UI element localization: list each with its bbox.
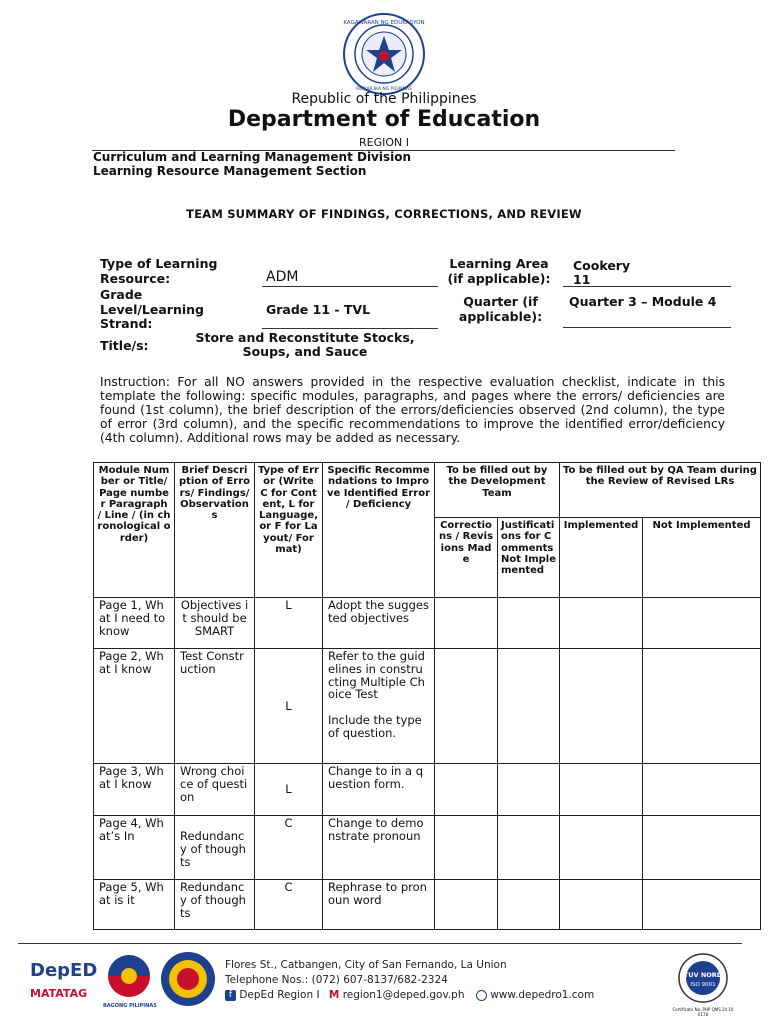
cell-module: Page 2, What I know <box>94 649 175 764</box>
footer-divider <box>18 943 742 944</box>
cell-implemented[interactable] <box>560 598 643 649</box>
col-specific: Specific Recommendations to Improve Identified Error / Deficiency <box>323 463 435 598</box>
email-link[interactable]: region1@deped.gov.ph <box>342 989 465 1001</box>
cell-recommendation: Change to in a question form. <box>323 764 435 816</box>
deped-logo-text: DepED <box>30 960 98 981</box>
deped-matatag-logo <box>30 955 98 1013</box>
cell-brief: Redundancy of thoughts <box>175 880 255 930</box>
type-value: ADM <box>262 269 438 287</box>
col-brief: Brief Description of Errors/ Findings/ Observations <box>175 463 255 598</box>
republic-heading: Republic of the Philippines <box>291 91 477 107</box>
cell-justifications[interactable] <box>498 816 560 880</box>
bagong-text: BAGONG PILIPINAS <box>103 1003 157 1009</box>
cell-not-implemented[interactable] <box>643 880 761 930</box>
grade-label: Grade Level/Learning Strand: <box>100 287 204 331</box>
findings-table <box>93 462 761 930</box>
seal-text-top: KAGAWARAN NG EDUKASYON <box>343 20 425 26</box>
table-row <box>94 649 761 764</box>
area-label: Learning Area (if applicable): <box>447 256 551 286</box>
area-value: Cookery 11 <box>563 259 731 287</box>
cell-corrections[interactable] <box>435 764 498 816</box>
region-seal-logo <box>160 951 216 1007</box>
cell-corrections[interactable] <box>435 816 498 880</box>
cell-not-implemented[interactable] <box>643 764 761 816</box>
col-not-implemented: Not Implemented <box>643 518 761 598</box>
cell-implemented[interactable] <box>560 764 643 816</box>
facebook-icon: f <box>225 990 236 1001</box>
cell-corrections[interactable] <box>435 598 498 649</box>
cell-corrections[interactable] <box>435 649 498 764</box>
table-row <box>94 598 761 649</box>
quarter-value: Quarter 3 – Module 4 <box>563 295 731 328</box>
cell-module: Page 3, What I know <box>94 764 175 816</box>
cell-not-implemented[interactable] <box>643 649 761 764</box>
cell-justifications[interactable] <box>498 764 560 816</box>
section-heading: Learning Resource Management Section <box>93 164 367 178</box>
cell-type: L <box>255 764 323 816</box>
cert-text: TUV NORD <box>683 971 723 979</box>
recommendation-line-2: Include the type of question. <box>328 713 422 740</box>
facebook-link[interactable]: DepEd Region I <box>239 989 320 1001</box>
footer-contact <box>225 958 594 1003</box>
cell-module: Page 5, What is it <box>94 880 175 930</box>
recommendation-line-1: Refer to the guidelines in constructing Multiple Choice Test <box>328 649 425 702</box>
cert-caption: Certificate No. PHP QMS 24 10 0178 <box>672 1007 734 1017</box>
grade-value: Grade 11 - TVL <box>262 302 438 329</box>
footer-telephone: Telephone Nos.: (072) 607-8137/682-2324 <box>225 974 448 986</box>
division-heading: Curriculum and Learning Management Division <box>93 150 412 164</box>
globe-icon <box>476 990 487 1001</box>
quarter-label: Quarter (if applicable): <box>458 294 543 324</box>
col-dev-team: To be filled out by the Development Team <box>435 463 560 518</box>
cell-justifications[interactable] <box>498 880 560 930</box>
col-corrections: Corrections / Revisions Made <box>435 518 498 598</box>
title-label: Title/s: <box>100 338 149 353</box>
footer-address: Flores St., Catbangen, City of San Fernando, La Union <box>225 959 507 971</box>
cell-brief: Objectives it should be SMART <box>175 598 255 649</box>
table-row <box>94 764 761 816</box>
type-label: Type of Learning Resource: <box>100 256 218 286</box>
cell-brief: Test Construction <box>175 649 255 764</box>
col-module: Module Number or Title/ Page number Paragraph / Line / (in chronological order) <box>94 463 175 598</box>
cell-not-implemented[interactable] <box>643 816 761 880</box>
cell-implemented[interactable] <box>560 649 643 764</box>
instruction-text: Instruction: For all NO answers provided in the respective evaluation checklist, indicate in this template the following: specific modules, paragraphs, and pages where the errors/ deficiencies are found (1st column), the brief description of the errors/deficiencies observed (2nd column), the type of error (3rd column), and the specific recommendations to improve the identified error/deficiency (4th column). Additional rows may be added as necessary. <box>100 375 725 445</box>
cell-type: C <box>255 816 323 880</box>
website-link[interactable]: www.depedro1.com <box>490 989 595 1001</box>
iso-certification-logo <box>672 953 734 1017</box>
region-heading: REGION I <box>359 136 409 149</box>
cell-corrections[interactable] <box>435 880 498 930</box>
cell-recommendation: Adopt the suggested objectives <box>323 598 435 649</box>
footer-links <box>225 988 594 1003</box>
cell-brief: Redundancy of thoughts <box>175 816 255 880</box>
cell-module: Page 4, What’s In <box>94 816 175 880</box>
cell-type: C <box>255 880 323 930</box>
deped-seal <box>342 12 426 96</box>
department-heading: Department of Education <box>227 107 541 132</box>
email-icon: M <box>328 989 340 1001</box>
cell-justifications[interactable] <box>498 649 560 764</box>
cell-justifications[interactable] <box>498 598 560 649</box>
bagong-pilipinas-logo <box>103 953 155 1013</box>
cell-recommendation <box>323 649 435 764</box>
cell-recommendation: Change to demonstrate pronoun <box>323 816 435 880</box>
cell-implemented[interactable] <box>560 880 643 930</box>
col-qa-team: To be filled out by QA Team during the Review of Revised LRs <box>560 463 761 518</box>
title-value: Store and Reconstitute Stocks, Soups, and Sauce <box>195 330 415 359</box>
cell-type: L <box>255 649 323 764</box>
cell-brief: Wrong choice of question <box>175 764 255 816</box>
cell-type: L <box>255 598 323 649</box>
matatag-text: MATATAG <box>30 987 88 1000</box>
cell-module: Page 1, What I need to know <box>94 598 175 649</box>
col-type: Type of Error (Write C for Content, L for Language, or F for Layout/ Format) <box>255 463 323 598</box>
cert-sub: ISO 9001 <box>690 982 716 988</box>
cell-not-implemented[interactable] <box>643 598 761 649</box>
seal-text-bottom: REPUBLIKA NG PILIPINAS <box>356 87 412 92</box>
col-implemented: Implemented <box>560 518 643 598</box>
table-row <box>94 816 761 880</box>
document-title: TEAM SUMMARY OF FINDINGS, CORRECTIONS, AND REVIEW <box>186 207 582 221</box>
cell-implemented[interactable] <box>560 816 643 880</box>
cell-recommendation: Rephrase to pronoun word <box>323 880 435 930</box>
table-row <box>94 880 761 930</box>
col-justifications: Justifications for Comments Not Implemented <box>498 518 560 598</box>
